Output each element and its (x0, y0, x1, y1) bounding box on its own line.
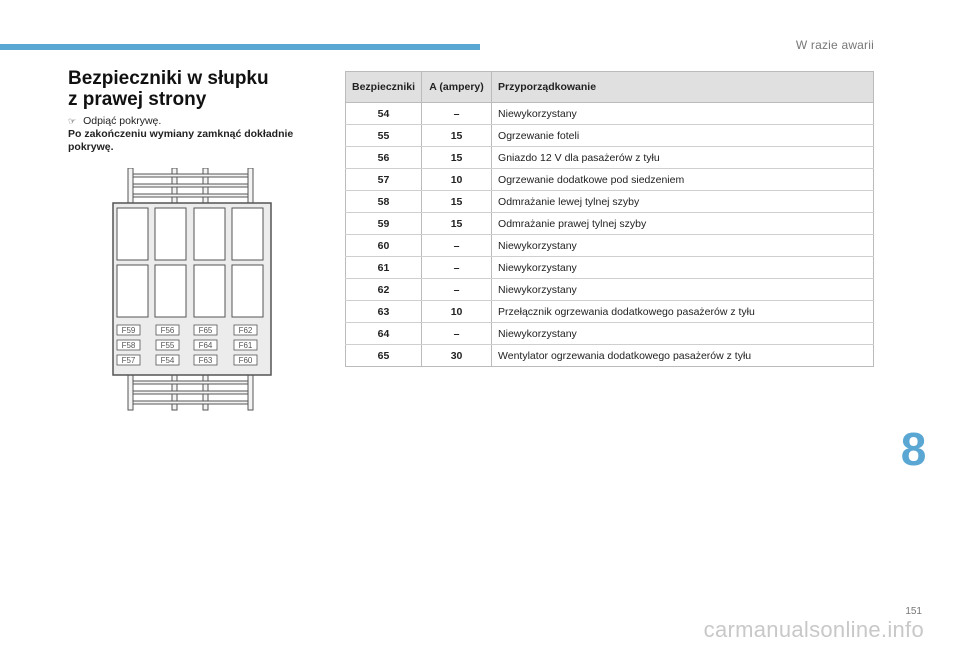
fuse-assignment: Niewykorzystany (492, 279, 874, 301)
fuse-label: F63 (198, 356, 213, 365)
fuse-amperage: – (422, 103, 492, 125)
fuse-amperage: 15 (422, 147, 492, 169)
fuse-number: 65 (346, 345, 422, 367)
fuse-label: F61 (238, 341, 253, 350)
fuse-assignment: Wentylator ogrzewania dodatkowego pasażerów z tyłu (492, 345, 874, 367)
table-row (346, 257, 874, 279)
fuse-assignment: Przełącznik ogrzewania dodatkowego pasażerów z tyłu (492, 301, 874, 323)
fuse-amperage: – (422, 257, 492, 279)
page-title-line-2: z prawej strony (68, 89, 207, 110)
page-number: 151 (905, 606, 922, 617)
fuse-assignment: Odmrażanie lewej tylnej szyby (492, 191, 874, 213)
table-row (346, 147, 874, 169)
table-row (346, 279, 874, 301)
fuse-amperage: – (422, 323, 492, 345)
fuse-amperage: 10 (422, 169, 492, 191)
fuse-amperage: 15 (422, 213, 492, 235)
fuse-label: F59 (121, 326, 136, 335)
table-header-row (346, 72, 874, 103)
fuse-number: 54 (346, 103, 422, 125)
fuse-number: 63 (346, 301, 422, 323)
fuse-number: 64 (346, 323, 422, 345)
chapter-number: 8 (900, 423, 927, 475)
fuse-label: F65 (198, 326, 213, 335)
fuse-amperage: 15 (422, 191, 492, 213)
fuse-assignment: Niewykorzystany (492, 257, 874, 279)
chapter-tab (867, 408, 960, 490)
fuse-box-diagram (112, 168, 272, 414)
instruction-step (68, 115, 328, 128)
watermark: carmanualsonline.info (703, 617, 924, 642)
fuse-amperage: 15 (422, 125, 492, 147)
fuse-number: 60 (346, 235, 422, 257)
fuse-number: 62 (346, 279, 422, 301)
fuse-assignment: Ogrzewanie dodatkowe pod siedzeniem (492, 169, 874, 191)
table-row (346, 125, 874, 147)
fuse-assignment: Ogrzewanie foteli (492, 125, 874, 147)
fuse-table (345, 71, 874, 367)
fuse-number: 59 (346, 213, 422, 235)
column-header-fuses: Bezpieczniki (346, 72, 422, 103)
instructions (68, 115, 328, 154)
fuse-label: F54 (160, 356, 175, 365)
fuse-label: F56 (160, 326, 175, 335)
instruction-step-text: Odpiąć pokrywę. (83, 115, 162, 127)
fuse-label: F57 (121, 356, 136, 365)
column-header-assignment: Przyporządkowanie (492, 72, 874, 103)
fuse-number: 61 (346, 257, 422, 279)
fuse-assignment: Gniazdo 12 V dla pasażerów z tyłu (492, 147, 874, 169)
fuse-number: 55 (346, 125, 422, 147)
fuse-label: F58 (121, 341, 136, 350)
page-title (68, 68, 269, 110)
fuse-label: F64 (198, 341, 213, 350)
section-name: W razie awarii (795, 38, 874, 52)
fuse-assignment: Niewykorzystany (492, 235, 874, 257)
header-accent-bar (0, 44, 480, 50)
fuse-assignment: Niewykorzystany (492, 323, 874, 345)
column-header-amperes: A (ampery) (422, 72, 492, 103)
page-title-line-1: Bezpieczniki w słupku (68, 68, 269, 89)
pointing-hand-icon: ☞ (68, 116, 77, 126)
fuse-number: 56 (346, 147, 422, 169)
fuse-label: F55 (160, 341, 175, 350)
table-row (346, 235, 874, 257)
fuse-number: 58 (346, 191, 422, 213)
instruction-note: Po zakończeniu wymiany zamknąć dokładnie pokrywę. (68, 128, 294, 153)
fuse-assignment: Odmrażanie prawej tylnej szyby (492, 213, 874, 235)
table-row (346, 169, 874, 191)
table-row (346, 213, 874, 235)
fuse-amperage: – (422, 235, 492, 257)
fuse-number: 57 (346, 169, 422, 191)
fuse-box-illustration (112, 168, 272, 414)
table-row (346, 301, 874, 323)
table-row (346, 323, 874, 345)
fuse-label: F62 (238, 326, 253, 335)
fuse-label: F60 (238, 356, 253, 365)
table-row (346, 345, 874, 367)
fuse-amperage: 30 (422, 345, 492, 367)
fuse-assignment: Niewykorzystany (492, 103, 874, 125)
fuse-amperage: 10 (422, 301, 492, 323)
table-row (346, 191, 874, 213)
fuse-amperage: – (422, 279, 492, 301)
table-row (346, 103, 874, 125)
